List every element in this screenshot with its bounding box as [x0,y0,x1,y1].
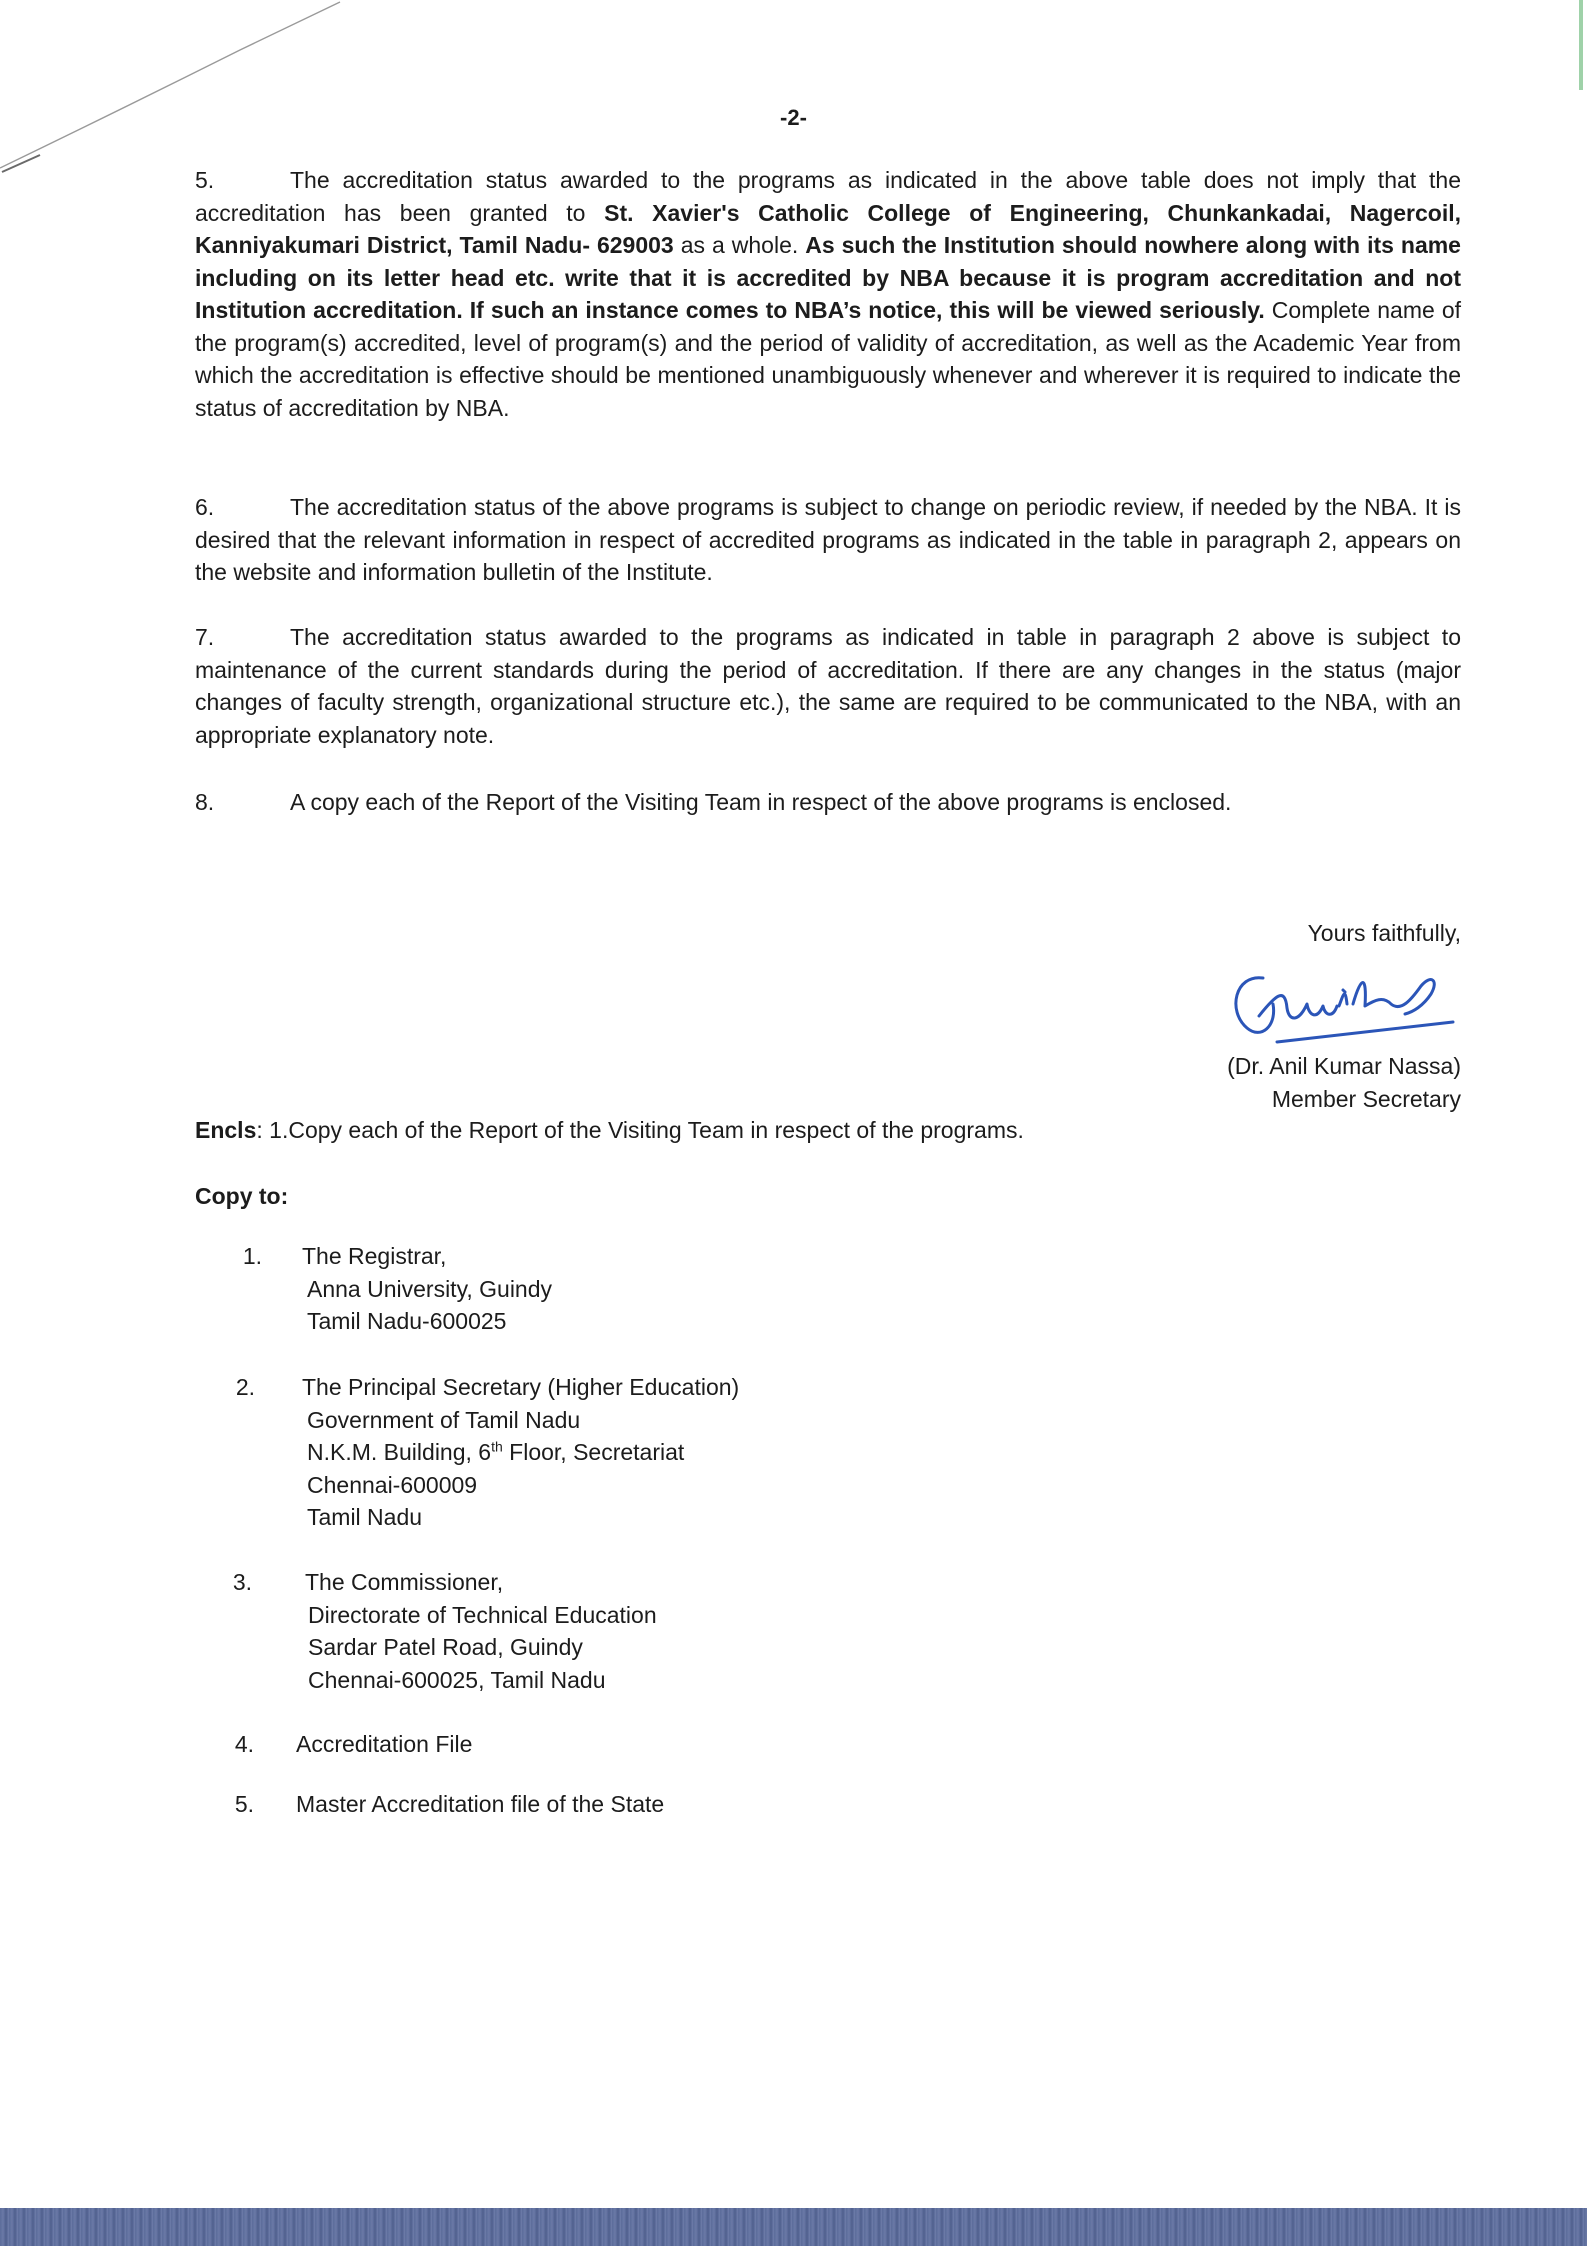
scan-crease-mark [0,0,360,180]
signatory-title: Member Secretary [1271,1086,1461,1112]
bold-notice: As such the Institution should nowhere along with its name including on its letter head etc. write that it is accredited by NBA because it is program accreditation and not Institution accreditation. If such an instance comes to NBA’s notice, this will be viewed seriously. [195,232,1461,323]
paragraph-number: 6. [195,494,215,520]
copy-item-2: The Principal Secretary (Higher Education) Government of Tamil Nadu N.K.M. Building, 6th Floor, Secretariat Chennai-600009 Tamil Nadu [302,1374,740,1530]
copy-item-5: Master Accreditation file of the State [296,1791,665,1817]
paragraph-6: 6. The accreditation status of the above programs is subject to change on periodic review, if needed by the NBA. It is desired that the relevant information in respect of accredited programs as indicated in the table in paragraph 2, appears on the website and information bulletin of the Institute. [195,491,1461,589]
signature [1225,956,1485,1056]
enclosures-label: Encls [195,1117,257,1143]
copy-item-number: 1. [242,1243,262,1269]
copy-to-heading: Copy to: [195,1183,289,1209]
page-number: -2- [780,105,807,130]
scan-edge-mark [1579,0,1583,90]
paragraph-number: 7. [195,624,215,650]
paragraph-5: 5. The accreditation status awarded to the programs as indicated in the above table does not imply that the accreditation has been granted to St. Xavier's Catholic College of Engineering, Chunkankadai, Nagercoil, Kanniyakumari District, Tamil Nadu- 629003 as a whole. As such the Institution should nowhere along with its name including on its letter head etc. write that it is accredited by NBA because it is program accreditation and not Institution accreditation. If such an instance comes to NBA’s notice, this will be viewed seriously. Complete name of the program(s) accredited, level of program(s) and the period of validity of accreditation, as well as the Academic Year from which the accreditation is effective should be mentioned unambiguously whenever and wherever it is required to indicate the status of accreditation by NBA. [195,164,1461,424]
copy-item-3: The Commissioner, Directorate of Technical Education Sardar Patel Road, Guindy Chennai-600025, Tamil Nadu [305,1569,657,1693]
enclosures: Encls: 1.Copy each of the Report of the Visiting Team in respect of the programs. [195,1117,1024,1143]
copy-item-4: Accreditation File [296,1731,473,1757]
paragraph-number: 8. [195,789,215,815]
scan-bottom-strip [0,2208,1587,2246]
copy-item-1: The Registrar, Anna University, Guindy Tamil Nadu-600025 [302,1243,553,1334]
salutation: Yours faithfully, [1307,920,1461,946]
copy-item-number: 4. [234,1731,254,1757]
paragraph-number: 5. [195,167,215,193]
paragraph-8: 8. A copy each of the Report of the Visiting Team in respect of the above programs is enclosed. [195,786,1461,819]
copy-item-number: 5. [234,1791,254,1817]
copy-item-number: 3. [232,1569,252,1595]
copy-item-number: 2. [235,1374,255,1400]
signatory-name: (Dr. Anil Kumar Nassa) [1227,1053,1461,1079]
institution-name: St. Xavier's Catholic College of Engineering, Chunkankadai, Nagercoil, Kanniyakumari District, Tamil Nadu- 629003 [195,199,1462,258]
paragraph-7: 7. The accreditation status awarded to the programs as indicated in table in paragraph 2 above is subject to maintenance of the current standards during the period of accreditation. If there are any changes in the status (major changes of faculty strength, organizational structure etc.), the same are required to be communicated to the NBA, with an appropriate explanatory note. [195,621,1461,751]
